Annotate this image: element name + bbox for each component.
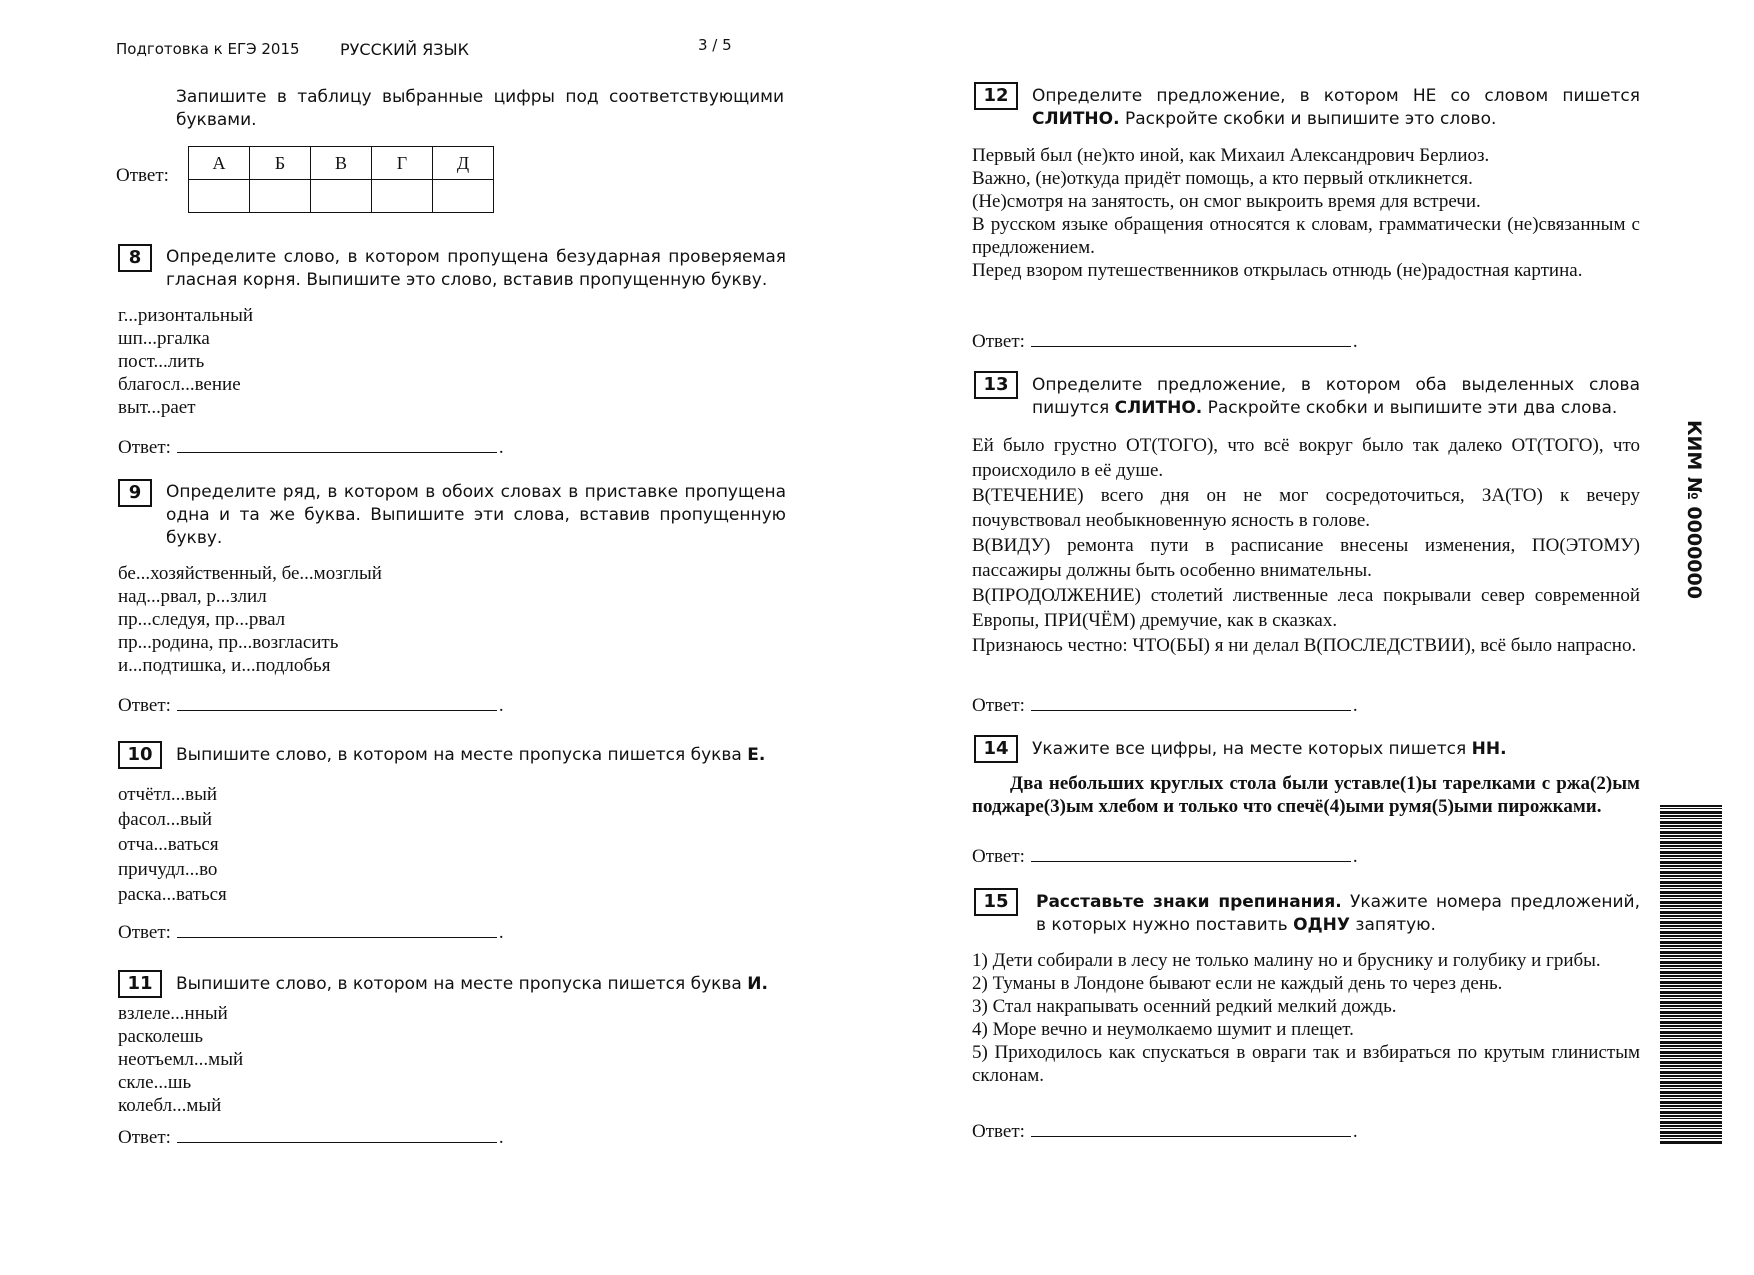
question-text: Определите предложение, в котором оба выделенных слова пишутся СЛИТНО. Раскройте скобки и выпишите эти два слова. [1032, 375, 1640, 418]
q12-sentences [972, 144, 1640, 282]
option: фасол...вый [118, 809, 213, 830]
q11-options [118, 1002, 243, 1117]
sentence: 3) Стал накрапывать осенний редкий мелкий дождь. [972, 996, 1397, 1017]
question-number: 11 [118, 970, 162, 998]
q13-sentences [972, 433, 1640, 658]
answer-line[interactable]: Ответ: . [972, 692, 1358, 717]
table-cell[interactable] [189, 180, 250, 213]
sentence: В(ВИДУ) ремонта пути в расписание внесены изменения, ПО(ЭТОМУ) пассажиры должны быть особенно внимательны. [972, 535, 1640, 581]
answer-line[interactable]: Ответ: . [972, 1118, 1358, 1143]
question-number: 14 [974, 735, 1018, 763]
table-letter: Д [433, 147, 494, 180]
q9-options [118, 562, 382, 677]
kim-number: КИМ № 0000000 [1683, 420, 1705, 599]
sentence: Важно, (не)откуда придёт помощь, а кто первый откликнется. [972, 168, 1473, 189]
sentence: 2) Туманы в Лондоне бывают если не каждый день то через день. [972, 973, 1503, 994]
table-letter: А [189, 147, 250, 180]
sentence: В русском языке обращения относятся к словам, грамматически (не)связанным с предложением. [972, 214, 1640, 258]
table-cell[interactable] [311, 180, 372, 213]
answer-label: Ответ: [972, 1121, 1025, 1142]
option: колебл...мый [118, 1095, 222, 1116]
answer-label: Ответ: [118, 1127, 171, 1148]
table-letter: Г [372, 147, 433, 180]
header-page-number: 3 / 5 [698, 36, 732, 54]
option: выт...рает [118, 397, 196, 418]
option: причудл...во [118, 859, 218, 880]
sentence: Перед взором путешественников открылась отнюдь (не)радостная картина. [972, 260, 1583, 281]
question-number: 15 [974, 888, 1018, 916]
option: бе...хозяйственный, бе...мозглый [118, 563, 382, 584]
sentence: 4) Море вечно и неумолкаемо шумит и плещет. [972, 1019, 1354, 1040]
option: неотъемл...мый [118, 1049, 244, 1070]
question-text: Определите предложение, в котором НЕ со словом пишется СЛИТНО. Раскройте скобки и выпишите это слово. [1032, 86, 1640, 129]
answer-label: Ответ: [972, 331, 1025, 352]
option: расколешь [118, 1026, 204, 1047]
answer-label: Ответ: [118, 695, 171, 716]
option: над...рвал, р...злил [118, 586, 267, 607]
answer-line[interactable]: Ответ: . [118, 919, 504, 944]
header-subject: РУССКИЙ ЯЗЫК [340, 40, 469, 59]
option: скле...шь [118, 1072, 192, 1093]
option: пр...следуя, пр...рвал [118, 609, 286, 630]
answer-line[interactable]: Ответ: . [118, 434, 504, 459]
table-instruction: Запишите в таблицу выбранные цифры под соответствующими буквами. [176, 87, 784, 130]
question-text: Выпишите слово, в котором на месте пропуска пишется буква И. [176, 974, 768, 994]
question-number: 8 [118, 244, 152, 272]
barcode-image [1660, 805, 1722, 1145]
sentence: 5) Приходилось как спускаться в овраги так и взбираться по крутым глинистым склонам. [972, 1042, 1640, 1086]
table-answer-label: Ответ: [116, 165, 169, 186]
question-text: Определите слово, в котором пропущена безударная проверяемая гласная корня. Выпишите это слово, вставив пропущенную букву. [166, 247, 786, 290]
answer-blank[interactable] [177, 919, 497, 938]
q10-options [118, 782, 227, 907]
question-text: Выпишите слово, в котором на месте пропуска пишется буква Е. [176, 745, 766, 765]
question-number: 9 [118, 479, 152, 507]
sentence: Признаюсь честно: ЧТО(БЫ) я ни делал В(ПОСЛЕДСТВИИ), всё было напрасно. [972, 635, 1637, 656]
sentence: 1) Дети собирали в лесу не только малину но и бруснику и голубику и грибы. [972, 950, 1601, 971]
table-cell[interactable] [250, 180, 311, 213]
question-number: 10 [118, 741, 162, 769]
answer-blank[interactable] [177, 434, 497, 453]
question-text: Укажите все цифры, на месте которых пишется НН. [1032, 739, 1507, 759]
sentence: Ей было грустно ОТ(ТОГО), что всё вокруг было так далеко ОТ(ТОГО), что происходило в её душе. [972, 435, 1640, 481]
table-cell[interactable] [372, 180, 433, 213]
sentence: Первый был (не)кто иной, как Михаил Александрович Берлиоз. [972, 145, 1490, 166]
answer-line[interactable]: Ответ: . [118, 1124, 504, 1149]
q8-options [118, 304, 253, 419]
table-letter: В [311, 147, 372, 180]
option: благосл...вение [118, 374, 241, 395]
table-cell[interactable] [433, 180, 494, 213]
sentence: (Не)смотря на занятость, он смог выкроить время для встречи. [972, 191, 1481, 212]
option: пр...родина, пр...возгласить [118, 632, 339, 653]
answer-line[interactable]: Ответ: . [972, 843, 1358, 868]
option: взлеле...нный [118, 1003, 228, 1024]
question-text: Определите ряд, в котором в обоих словах в приставке пропущена одна и та же буква. Выпишите эти слова, вставив пропущенную букву. [166, 482, 786, 548]
sentence: В(ПРОДОЛЖЕНИЕ) столетий лиственные леса покрывали север современной Европы, ПРИ(ЧЁМ) дремучие, как в сказках. [972, 585, 1640, 631]
answer-table [188, 146, 494, 213]
answer-blank[interactable] [1031, 843, 1351, 862]
question-number: 13 [974, 371, 1018, 399]
option: шп...ргалка [118, 328, 210, 349]
option: отчётл...вый [118, 784, 218, 805]
option: г...ризонтальный [118, 305, 254, 326]
option: раска...ваться [118, 884, 227, 905]
option: пост...лить [118, 351, 205, 372]
answer-label: Ответ: [118, 922, 171, 943]
answer-label: Ответ: [972, 846, 1025, 867]
q14-sentence: Два небольших круглых стола были уставле(1)ы тарелками с ржа(2)ым поджаре(3)ым хлебом и только что спечё(4)ыми румя(5)ыми пирожками. [972, 773, 1640, 817]
table-letter: Б [250, 147, 311, 180]
header-exam-title: Подготовка к ЕГЭ 2015 [116, 40, 300, 58]
answer-label: Ответ: [972, 695, 1025, 716]
answer-blank[interactable] [177, 692, 497, 711]
answer-label: Ответ: [118, 437, 171, 458]
answer-blank[interactable] [1031, 1118, 1351, 1137]
sentence: В(ТЕЧЕНИЕ) всего дня он не мог сосредоточиться, ЗА(ТО) к вечеру почувствовал необыкновенную ясность в голове. [972, 485, 1640, 531]
option: отча...ваться [118, 834, 219, 855]
answer-blank[interactable] [177, 1124, 497, 1143]
answer-blank[interactable] [1031, 328, 1351, 347]
answer-line[interactable]: Ответ: . [118, 692, 504, 717]
question-text: Расставьте знаки препинания. Укажите номера предложений, в которых нужно поставить ОДНУ запятую. [1036, 892, 1640, 935]
option: и...подтишка, и...подлобья [118, 655, 331, 676]
answer-blank[interactable] [1031, 692, 1351, 711]
answer-line[interactable]: Ответ: . [972, 328, 1358, 353]
question-number: 12 [974, 82, 1018, 110]
q15-sentences [972, 949, 1640, 1087]
